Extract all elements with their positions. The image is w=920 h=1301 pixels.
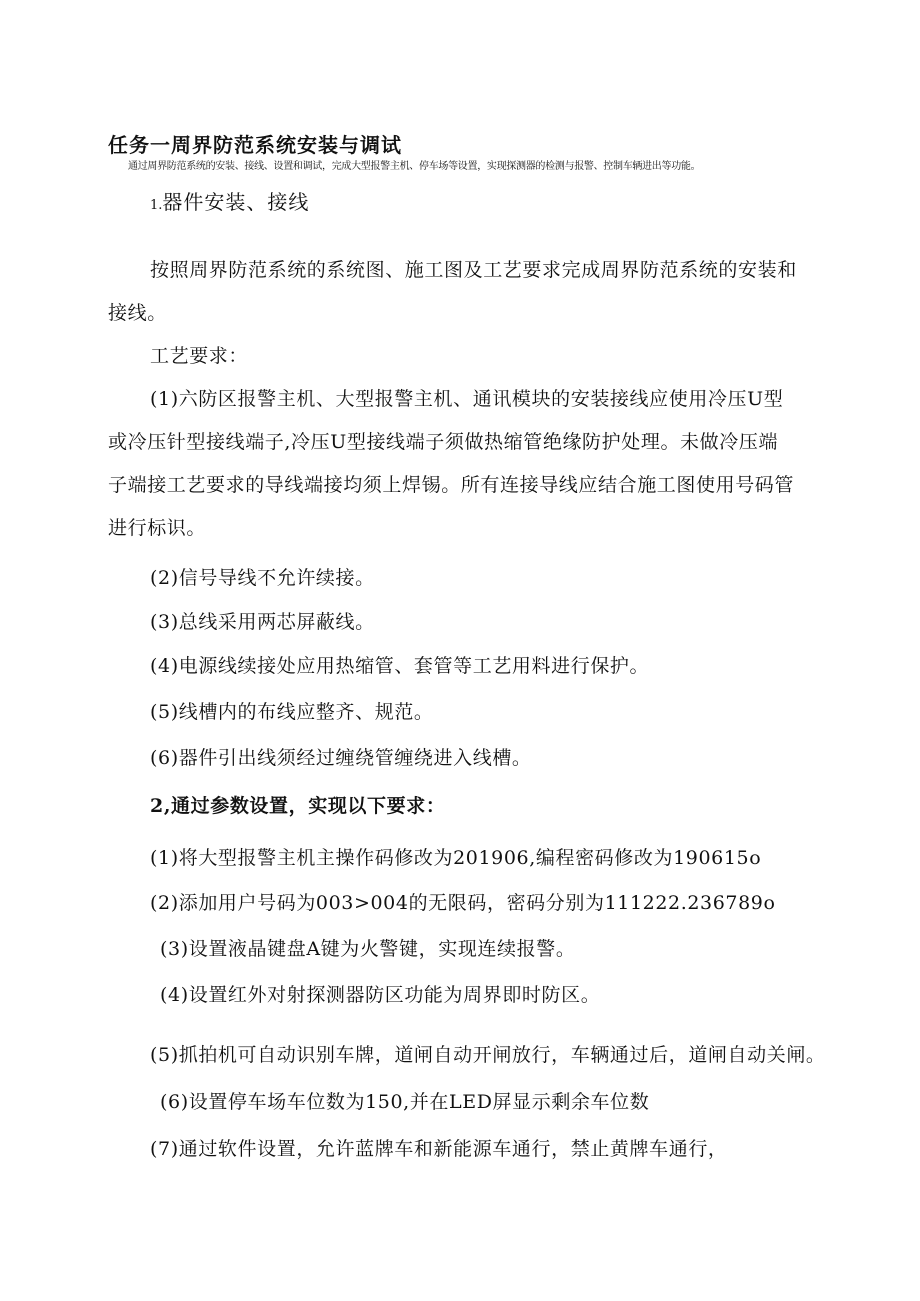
section-1-heading xyxy=(150,190,309,218)
req-1-line-3: 子端接工艺要求的导线端接均须上焊锡。所有连接导线应结合施工图使用号码管 xyxy=(108,474,795,496)
section-1-title: 器件安装、接线 xyxy=(162,190,310,214)
setting-5: (5)抓拍机可自动识别车牌，道闸自动开闸放行，车辆通过后，道闸自动关闸。 xyxy=(150,1044,826,1066)
req-6: (6)器件引出线须经过缠绕管缠绕进入线槽。 xyxy=(150,747,532,769)
section-1-number: 1. xyxy=(150,198,163,213)
setting-1: (1)将大型报警主机主操作码修改为201906,编程密码修改为190615o xyxy=(150,847,762,869)
task-description: 通过周界防范系统的安装、接线、设置和调试，完成大型报警主机、停车场等设置，实现探测器的检测与报警、控制车辆进出等功能。 xyxy=(128,161,701,172)
page-title: 任务一周界防范系统安装与调试 xyxy=(108,133,402,157)
req-4: (4)电源线续接处应用热缩管、套管等工艺用料进行保护。 xyxy=(150,655,650,677)
setting-4: (4)设置红外对射探测器防区功能为周界即时防区。 xyxy=(160,984,601,1006)
req-1-line-2: 或冷压针型接线端子,冷压U型接线端子须做热缩管绝缘防护处理。未做冷压端 xyxy=(108,431,779,453)
req-5: (5)线槽内的布线应整齐、规范。 xyxy=(150,701,434,723)
craft-requirements-label: 工艺要求： xyxy=(150,345,249,367)
req-3: (3)总线采用两芯屏蔽线。 xyxy=(150,611,375,633)
section-2-heading: 2,通过参数设置，实现以下要求： xyxy=(150,795,446,817)
intro-line-1: 按照周界防范系统的系统图、施工图及工艺要求完成周界防范系统的安装和 xyxy=(150,259,797,281)
setting-6: (6)设置停车场车位数为150,并在LED屏显示剩余车位数 xyxy=(160,1091,650,1113)
setting-3: (3)设置液晶键盘A键为火警键，实现连续报警。 xyxy=(160,938,576,960)
setting-2: (2)添加用户号码为003>004的无限码，密码分别为111222.236789o xyxy=(150,892,776,914)
req-1-line-1: (1)六防区报警主机、大型报警主机、通讯模块的安装接线应使用冷压U型 xyxy=(150,388,784,410)
intro-line-2: 接线。 xyxy=(108,302,167,324)
req-1-line-4: 进行标识。 xyxy=(108,517,207,539)
req-2: (2)信号导线不允许续接。 xyxy=(150,567,375,589)
setting-7: (7)通过软件设置，允许蓝牌车和新能源车通行，禁止黄牌车通行， xyxy=(150,1138,728,1160)
